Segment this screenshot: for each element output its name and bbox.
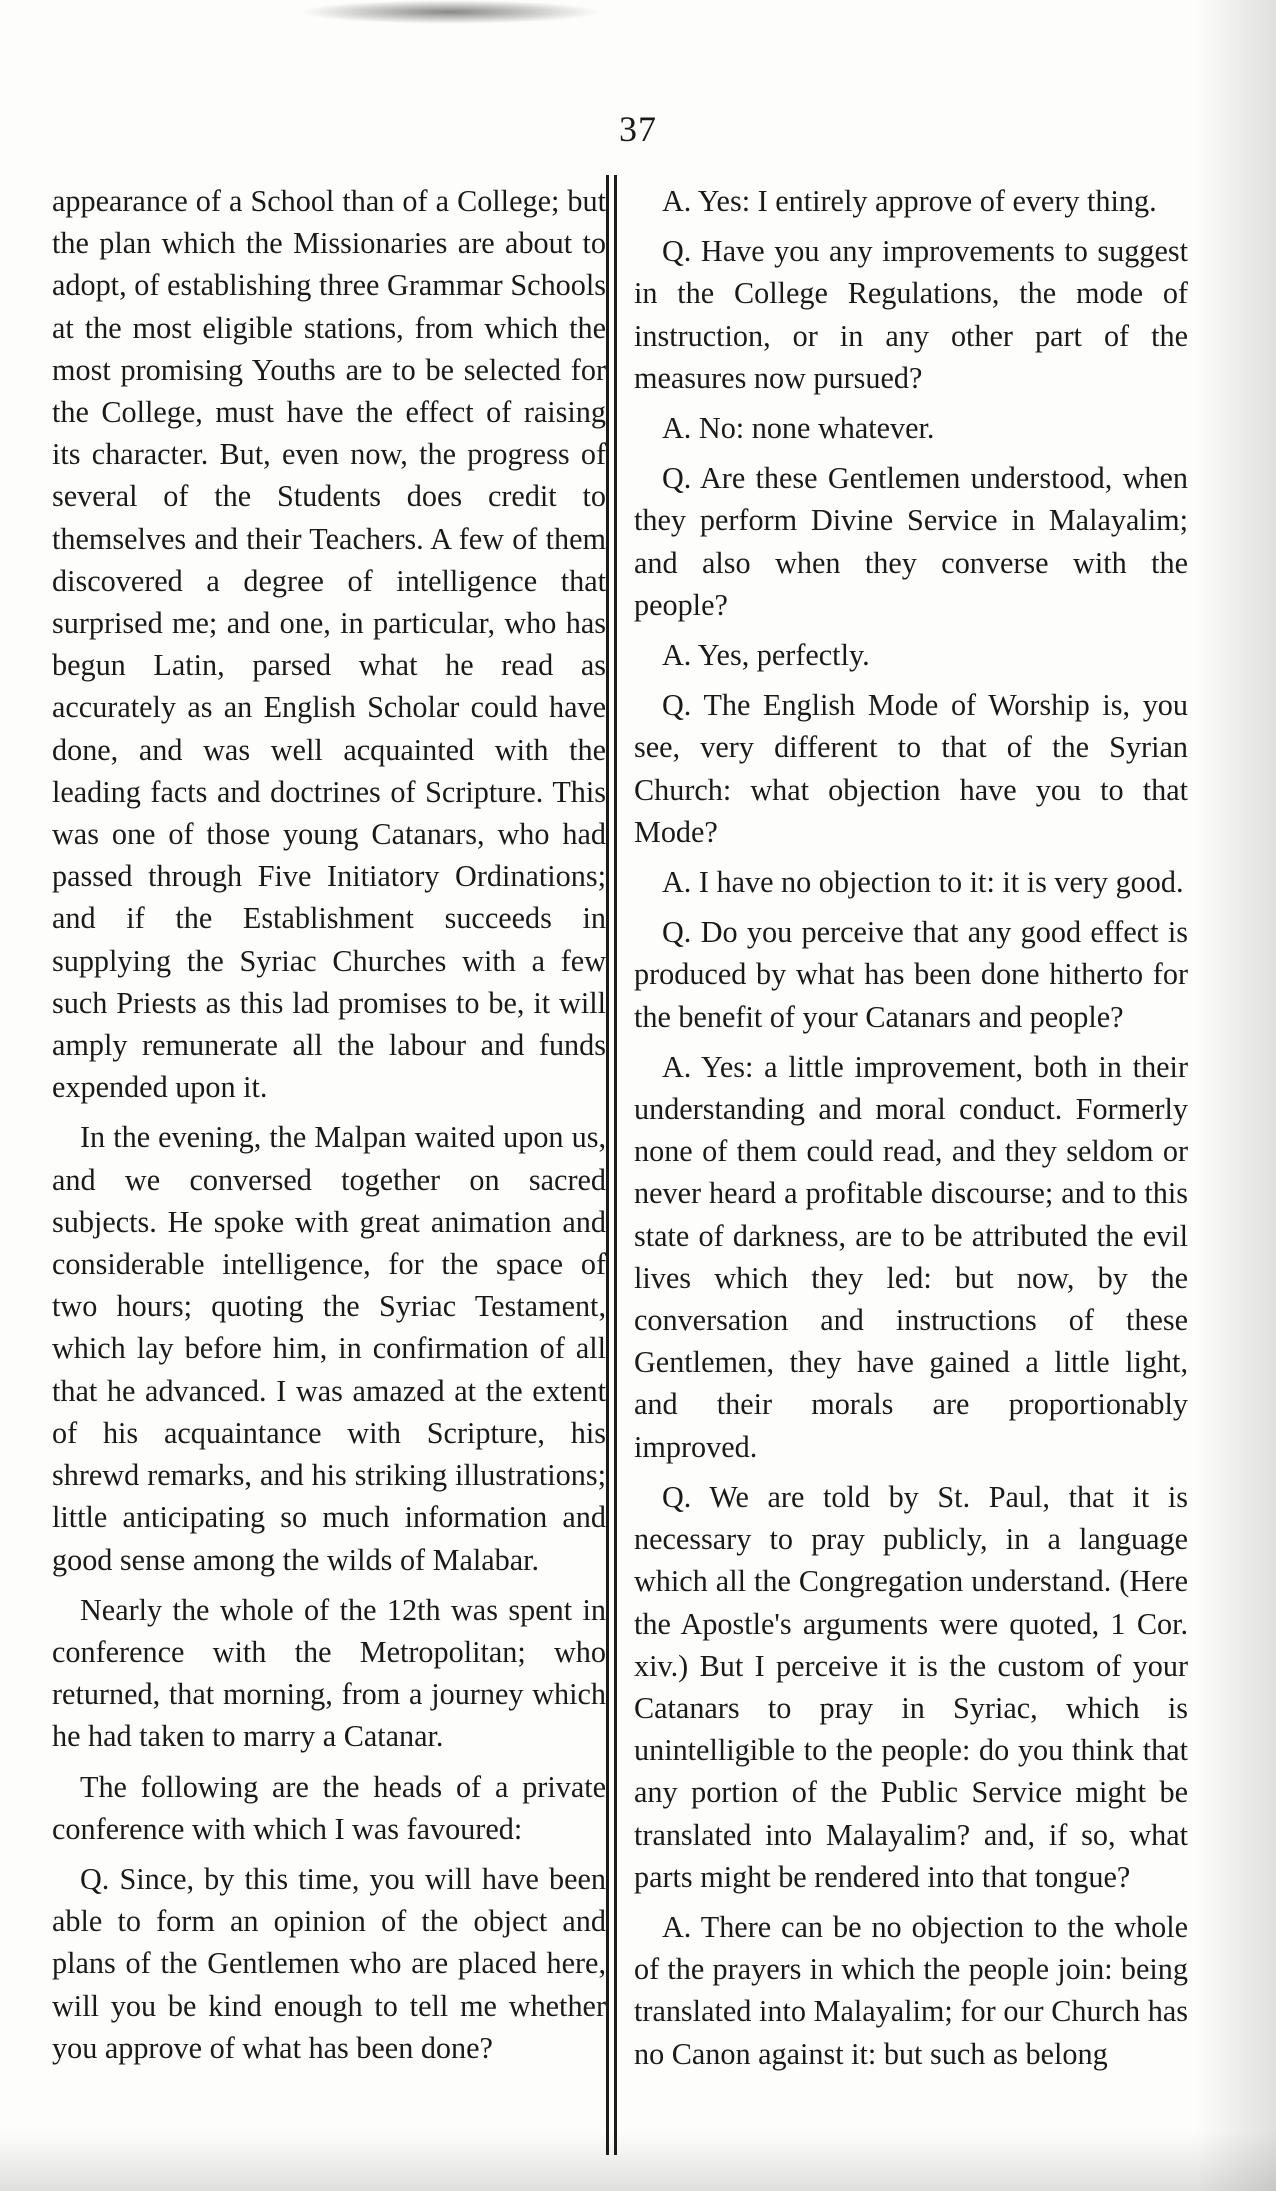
right-paragraph: Q. The English Mode of Worship is, you see, very different to that of the Syrian Church: what objection have you to that Mode?	[634, 688, 1188, 849]
left-paragraph: Nearly the whole of the 12th was spent in conference with the Metropolitan; who returned, that morning, from a journey which he had taken to marry a Catanar.	[52, 1592, 606, 1754]
ink-smudge-top	[300, 0, 600, 24]
right-paragraph: A. I have no objection to it: it is very good.	[662, 865, 1184, 900]
page-edge-shadow-right	[1196, 0, 1276, 2191]
right-paragraph: Q. Are these Gentlemen understood, when they perform Divine Service in Malayalim; and also when they converse with the people?	[634, 461, 1188, 622]
left-paragraph: Q. Since, by this time, you will have been able to form an opinion of the object and plans of the Gentlemen who are placed here, will you be kind enough to tell me whether you approve of what has been done?	[52, 1861, 606, 2065]
right-paragraph: Q. Do you perceive that any good effect is produced by what has been done hitherto for the benefit of your Catanars and people?	[634, 915, 1188, 1034]
right-column	[634, 180, 1188, 2083]
left-paragraph: In the evening, the Malpan waited upon us, and we conversed together on sacred subjects. He spoke with great animation and considerable intelligence, for the space of two hours; quoting the Syriac Testament, which lay before him, in confirmation of all that he advanced. I was amazed at the extent of his acquaintance with Scripture, his shrewd remarks, and his striking illustrations; little anticipating so much information and good sense among the wilds of Malabar.	[52, 1120, 606, 1577]
column-divider-rule	[614, 175, 617, 2155]
right-paragraph: A. Yes, perfectly.	[662, 638, 870, 673]
right-paragraph: A. Yes: I entirely approve of every thing.	[662, 184, 1157, 218]
page-number: 37	[619, 109, 657, 149]
left-paragraph: The following are the heads of a private conference with which I was favoured:	[52, 1769, 606, 1846]
right-paragraph: A. There can be no objection to the whole of the prayers in which the people join: being translated into Malayalim; for our Church has no Canon against it: but such as belong	[634, 1909, 1188, 2071]
right-paragraph: Q. Have you any improvements to suggest in the College Regulations, the mode of instruction, or in any other part of the measures now pursued?	[634, 234, 1188, 395]
right-paragraph: A. No: none whatever.	[662, 411, 935, 446]
column-divider-rule	[606, 175, 609, 2155]
page-edge-shadow-bottom	[0, 2131, 1276, 2191]
left-paragraph: appearance of a School than of a College; but the plan which the Missionaries are about to adopt, of establishing three Grammar Schools at the most eligible stations, from which the most promising Youths are to be selected for the College, must have the effect of raising its character. But, even now, the progress of several of the Students does credit to themselves and their Teachers. A few of them discovered a degree of intelligence that surprised me; and one, in particular, who has begun Latin, parsed what he read as accurately as an English Scholar could have done, and was well acquainted with the leading facts and doctrines of Scripture. This was one of those young Catanars, who had passed through Five Initiatory Ordinations; and if the Establishment succeeds in supplying the Syriac Churches with a few such Priests as this lad promises to be, it will amply remunerate all the labour and funds expended upon it.	[52, 184, 606, 1105]
left-column	[52, 180, 606, 2077]
right-paragraph: Q. We are told by St. Paul, that it is necessary to pray publicly, in a language which all the Congregation understand. (Here the Apostle's arguments were quoted, 1 Cor. xiv.) But I perceive it is the custom of your Catanars to pray in Syriac, which is unintelligible to the people: do you think that any portion of the Public Service might be translated into Malayalim? and, if so, what parts might be rendered into that tongue?	[634, 1479, 1188, 1894]
right-paragraph: A. Yes: a little improvement, both in their understanding and moral conduct. Formerly none of them could read, and they seldom or never heard a profitable discourse; and to this state of darkness, are to be attributed the evil lives which they led: but now, by the conversation and instructions of these Gentlemen, they have gained a little light, and their morals are proportionably improved.	[634, 1049, 1188, 1464]
